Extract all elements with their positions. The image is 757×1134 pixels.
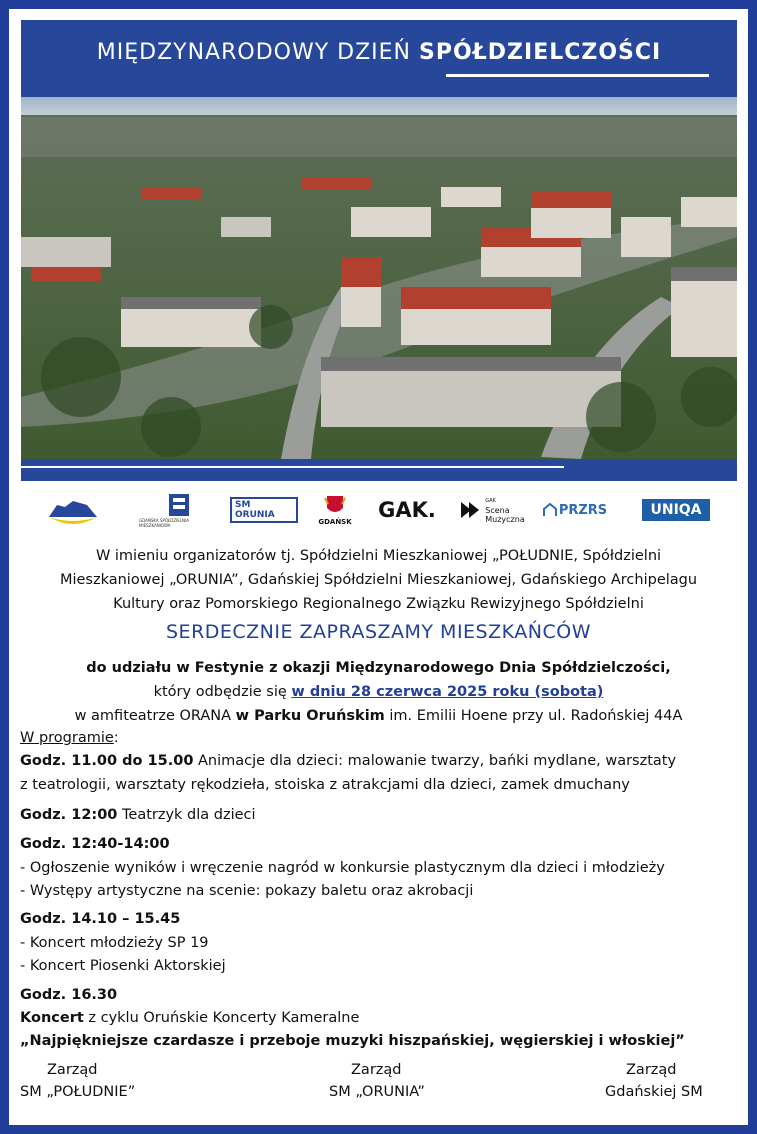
signature-1-org: SM „POŁUDNIE” xyxy=(20,1084,136,1100)
signature-3-org: Gdańskiej SM xyxy=(605,1084,703,1100)
invite-line-1: do udziału w Festynie z okazji Międzynarodowego Dnia Spółdzielczości, xyxy=(86,660,671,676)
banner-title-bold: SPÓŁDZIELCZOŚCI xyxy=(419,40,662,65)
przrs-icon xyxy=(543,503,557,517)
gdansk-logo: GDAŃSK xyxy=(309,489,361,531)
invite-line-2: który odbędzie się w dniu 28 czerwca 2025 roku (sobota) xyxy=(153,684,604,700)
program-item-2: Godz. 12:00 Teatrzyk dla dzieci xyxy=(20,807,256,823)
program-item-5: Godz. 16.30 xyxy=(20,987,118,1003)
program-item-3: Godz. 12:40-14:00 xyxy=(20,836,170,852)
signature-3-role: Zarząd xyxy=(626,1062,677,1078)
uniqa-logo: UNIQA xyxy=(627,489,725,531)
program-item-3-extra-1: - Ogłoszenie wyników i wręczenie nagród w konkursie plastycznym dla dzieci i młodzieży xyxy=(20,860,665,876)
program-label: W programie: xyxy=(20,730,119,746)
concert-line: Koncert z cyklu Oruńskie Koncerty Kameralne xyxy=(20,1010,360,1026)
blue-band xyxy=(21,459,737,481)
poludnie-logo xyxy=(43,489,103,531)
program-item-1-extra: z teatrologii, warsztaty rękodzieła, stoiska z atrakcjami dla dzieci, zamek dmuchany xyxy=(20,777,630,793)
signature-2-org: SM „ORUNIA” xyxy=(329,1084,425,1100)
title-banner xyxy=(21,20,737,97)
poster xyxy=(9,9,748,1125)
gsm-logo: GDAŃSKA SPÓŁDZIELNIA MIESZKANIOWA xyxy=(139,489,219,531)
scena-icon xyxy=(459,500,481,520)
banner-title: MIĘDZYNARODOWY DZIEŃ SPÓŁDZIELCZOŚCI xyxy=(96,40,662,65)
banner-underline xyxy=(446,74,709,77)
program-item-4: Godz. 14.10 – 15.45 xyxy=(20,911,181,927)
event-date: w dniu 28 czerwca 2025 roku (sobota) xyxy=(291,684,604,700)
band-line xyxy=(21,466,564,468)
program-item-4-extra-2: - Koncert Piosenki Aktorskiej xyxy=(20,958,226,974)
gdansk-crest-icon xyxy=(322,494,348,518)
intro-line-3: Kultury oraz Pomorskiego Regionalnego Związku Rewizyjnego Spółdzielni xyxy=(113,596,644,612)
park-name: w Parku Oruńskim xyxy=(235,708,385,724)
invite-line-3: w amfiteatrze ORANA w Parku Oruńskim im. Emilii Hoene przy ul. Radońskiej 44A xyxy=(74,708,683,724)
program-item-3-extra-2: - Występy artystyczne na scenie: pokazy baletu oraz akrobacji xyxy=(20,883,474,899)
scena-muzyczna-logo: GAK Scena Muzyczna xyxy=(453,489,531,531)
program-item-1: Godz. 11.00 do 15.00 Animacje dla dzieci: malowanie twarzy, bańki mydlane, warsztaty xyxy=(20,753,677,769)
gsm-icon xyxy=(167,492,191,518)
sponsor-logos xyxy=(21,481,737,541)
intro-line-2: Mieszkaniowej „ORUNIA”, Gdańskiej Spółdzielni Mieszkaniowej, Gdańskiego Archipelagu xyxy=(59,572,698,588)
concert-title: „Najpiękniejsze czardasze i przeboje muzyki hiszpańskiej, węgierskiej i włoskiej” xyxy=(20,1033,685,1049)
gak-logo: GAK. xyxy=(378,498,436,522)
signature-2-role: Zarząd xyxy=(351,1062,402,1078)
intro-line-1: W imieniu organizatorów tj. Spółdzielni Mieszkaniowej „POŁUDNIE, Spółdzielni xyxy=(95,548,662,564)
program-item-4-extra-1: - Koncert młodzieży SP 19 xyxy=(20,935,209,951)
orunia-logo: SM ORUNIA xyxy=(230,489,298,531)
signature-1-role: Zarząd xyxy=(47,1062,98,1078)
przrs-logo: PRZRS xyxy=(537,489,613,531)
invitation-heading: SERDECZNIE ZAPRASZAMY MIESZKAŃCÓW xyxy=(166,621,591,643)
aerial-photo xyxy=(21,97,737,459)
